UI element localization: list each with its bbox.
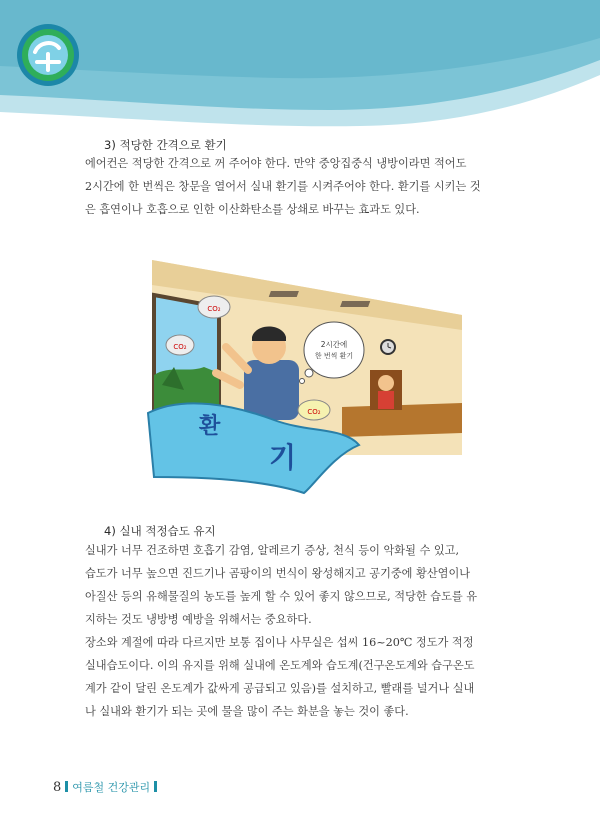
bubble-text-line2: 한 번씩 환기 bbox=[314, 352, 354, 360]
banner-text-2: 기 bbox=[269, 441, 297, 474]
co2-label: CO₂ bbox=[307, 408, 321, 416]
header-wave-band bbox=[0, 0, 600, 150]
section4-line: 실내습도이다. 이의 유지를 위해 실내에 온도계와 습도계(건구온도계와 습구온도 bbox=[85, 659, 475, 672]
section4-heading: 4) 실내 적정습도 유지 bbox=[104, 524, 216, 538]
footer-divider bbox=[154, 781, 157, 792]
section4-paragraph-1 bbox=[85, 539, 505, 631]
co2-label: CO₂ bbox=[173, 343, 187, 351]
co2-label: CO₂ bbox=[207, 305, 221, 313]
book-title: 여름철 건강관리 bbox=[72, 781, 151, 794]
chapter-logo-icon bbox=[15, 22, 81, 88]
section3-line: 2시간에 한 번씩은 창문을 열어서 실내 환기를 시켜주어야 한다. 환기를 시키는 것 bbox=[85, 180, 481, 193]
footer-divider bbox=[65, 781, 68, 792]
ventilation-illustration bbox=[144, 255, 464, 497]
section4-line: 실내가 너무 건조하면 호흡기 감염, 알레르기 증상, 천식 등이 악화될 수 있고, bbox=[85, 544, 460, 557]
section4-line: 지하는 것도 냉방병 예방을 위해서는 중요하다. bbox=[85, 613, 312, 626]
section4-line: 아질산 등의 유해물질의 농도를 높게 할 수 있어 좋지 않으므로, 적당한 습도를 유 bbox=[85, 590, 478, 603]
page-number: 8 bbox=[53, 780, 62, 795]
section3-paragraph bbox=[85, 152, 505, 221]
section4-line: 습도가 너무 높으면 진드기나 곰팡이의 번식이 왕성해지고 공기중에 황산염이나 bbox=[85, 567, 471, 580]
section4-line: 계가 같이 달린 온도계가 값싸게 공급되고 있음)를 설치하고, 빨래를 널거나 실내 bbox=[85, 682, 475, 695]
banner-text-1: 환 bbox=[199, 414, 221, 439]
section4-line: 장소와 계절에 따라 다르지만 보통 집이나 사무실은 섭씨 16~20℃ 정도가 적정 bbox=[85, 636, 474, 649]
bubble-text-line1: 2시간에 bbox=[320, 340, 348, 349]
page-footer bbox=[53, 779, 161, 795]
section3-heading: 3) 적당한 간격으로 환기 bbox=[104, 138, 227, 152]
section4-line: 나 실내와 환기가 되는 곳에 물을 많이 주는 화분을 놓는 것이 좋다. bbox=[85, 705, 409, 718]
section3-line: 에어컨은 적당한 간격으로 꺼 주어야 한다. 만약 중앙집중식 냉방이라면 적어도 bbox=[85, 157, 467, 170]
section4-paragraph-2 bbox=[85, 631, 505, 723]
section3-line: 은 흡연이나 호흡으로 인한 이산화탄소를 상쇄로 바꾸는 효과도 있다. bbox=[85, 203, 420, 216]
